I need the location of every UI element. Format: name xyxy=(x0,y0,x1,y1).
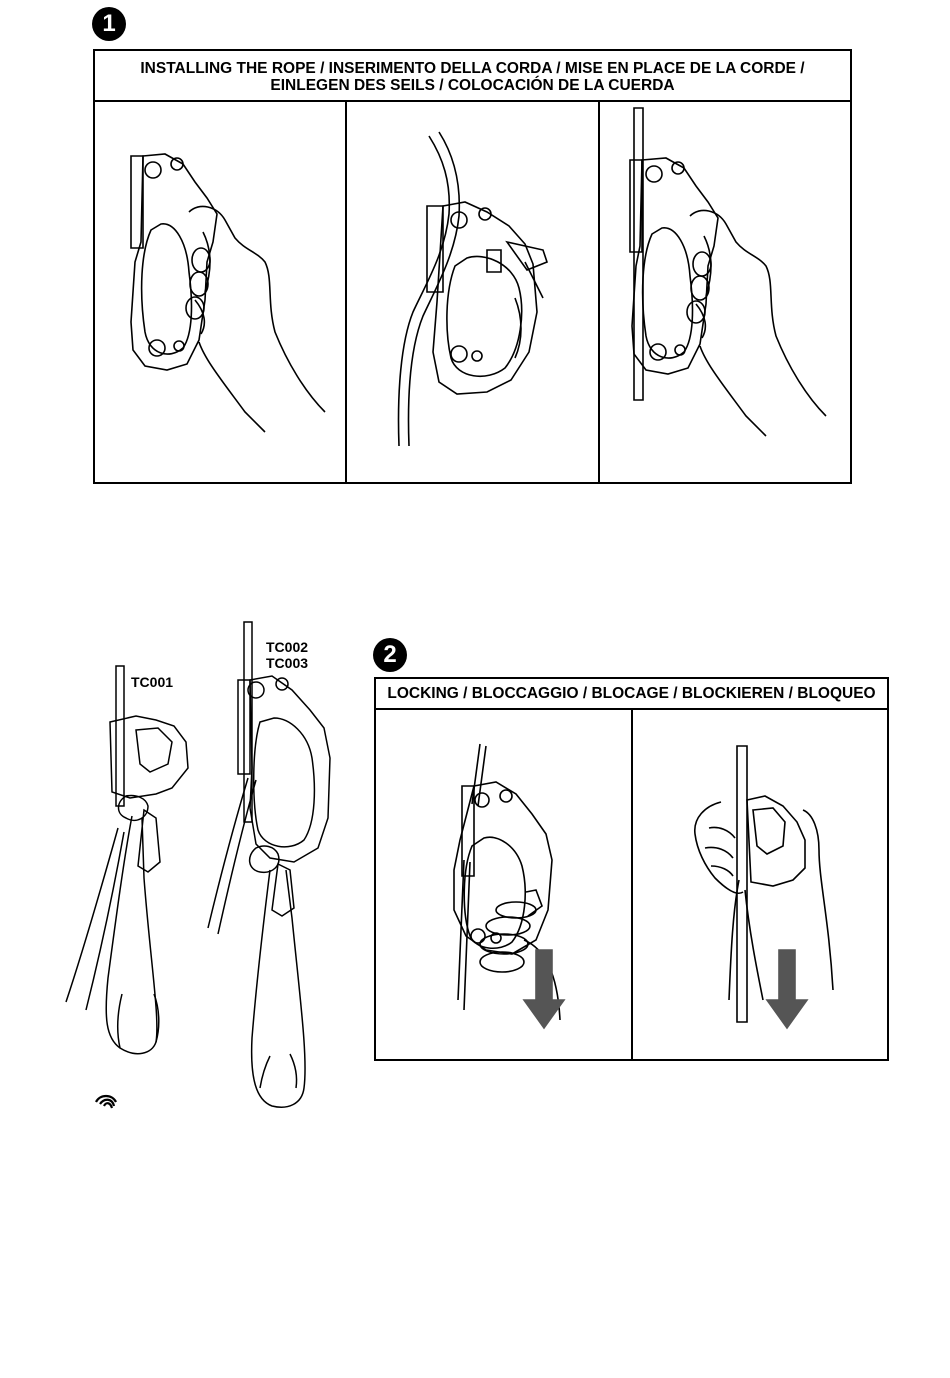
locking-pull-handle-illustration xyxy=(376,710,632,1059)
locking-panel-2 xyxy=(633,710,888,1059)
install-panel-3 xyxy=(600,102,850,482)
ascender-rope-insert-illustration xyxy=(347,102,599,482)
models-illustration xyxy=(60,618,350,1118)
installing-rope-header-line-1: INSTALLING THE ROPE / INSERIMENTO DELLA CORDA / MISE EN PLACE DE LA CORDE / xyxy=(140,59,805,77)
tc001-tc002-tc003-devices-illustration xyxy=(60,618,350,1118)
ascender-hand-illustration-2 xyxy=(600,102,850,482)
locking-header-text: LOCKING / BLOCCAGGIO / BLOCAGE / BLOCKIEREN / BLOQUEO xyxy=(387,685,876,702)
locking-grip-rope-illustration xyxy=(633,710,888,1059)
locking-header xyxy=(376,679,887,710)
installing-rope-box xyxy=(93,49,852,484)
installing-rope-header xyxy=(95,51,850,102)
install-panel-2 xyxy=(347,102,599,482)
tc001-label: TC001 xyxy=(131,674,174,690)
step-2-badge: 2 xyxy=(373,638,407,672)
locking-box xyxy=(374,677,889,1061)
locking-panel-1 xyxy=(376,710,633,1059)
step-1-badge: 1 xyxy=(92,7,126,41)
tc003-label: TC003 xyxy=(266,655,309,671)
tc002-label: TC002 xyxy=(266,639,309,655)
installing-rope-header-line-2: EINLEGEN DES SEILS / COLOCACIÓN DE LA CUERDA xyxy=(270,76,675,94)
ascender-hand-illustration-1 xyxy=(95,102,347,482)
install-panel-1 xyxy=(95,102,347,482)
